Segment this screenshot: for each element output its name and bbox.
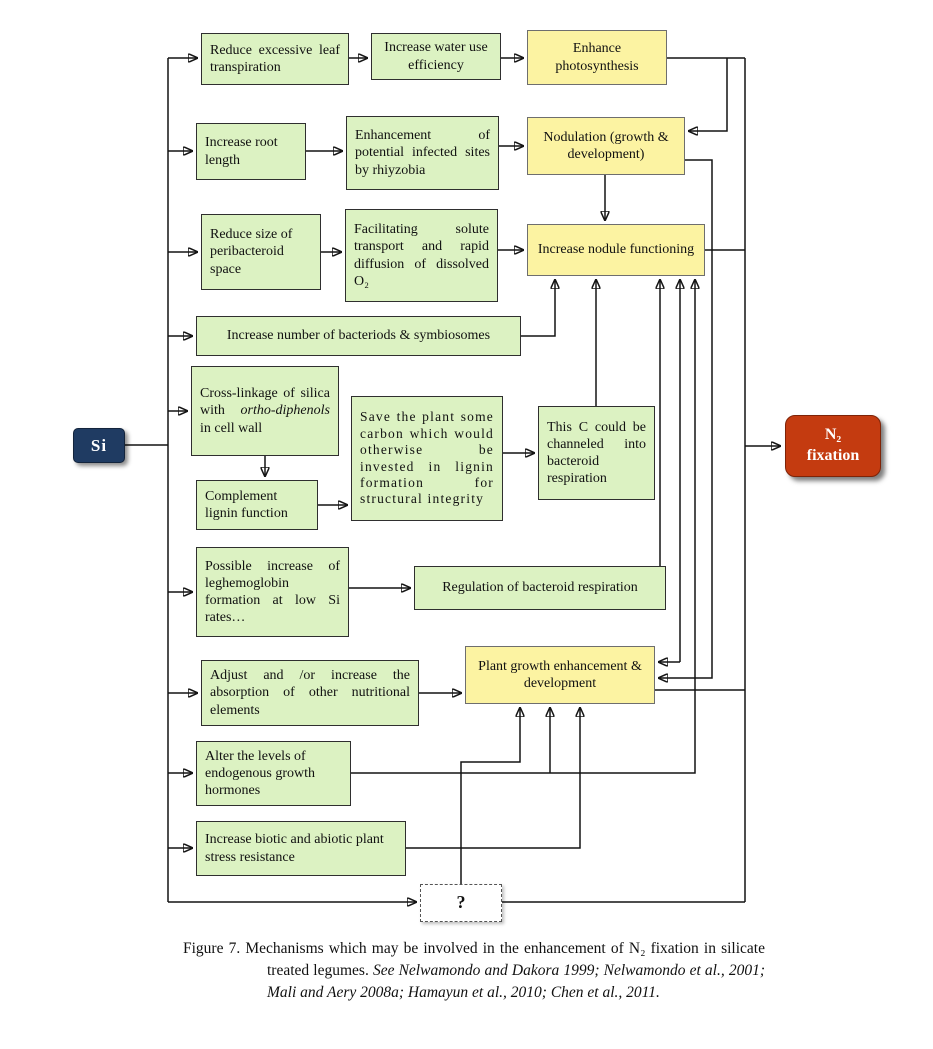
box-text: Increase number of bacteriods & symbiosomes bbox=[226, 328, 491, 344]
box-text: Facilitating solute transport and rapid diffusion of dissolved O₂ bbox=[354, 222, 489, 289]
box-text: Regulation of bacteroid respiration bbox=[442, 580, 638, 596]
n2-label-line2: fixation bbox=[806, 447, 860, 464]
box-text: Cross-linkage of silica with ortho-diphenols in cell wall bbox=[200, 386, 330, 436]
box-nodulation bbox=[527, 117, 685, 175]
box-text: Possible increase of leghemoglobin formation at low Si rates… bbox=[205, 558, 340, 626]
box-text: Alter the levels of endogenous growth hormones bbox=[205, 748, 316, 799]
box-unknown-mechanism bbox=[420, 884, 502, 922]
box-text: Plant growth enhancement & development bbox=[478, 658, 642, 691]
box-text: Enhancement of potential infected sites by rhiyzobia bbox=[355, 128, 490, 178]
box-text: This C could be channeled into bacteroid respiration bbox=[547, 419, 646, 487]
box-carbon-channeled bbox=[538, 406, 655, 500]
box-growth-hormones bbox=[196, 741, 351, 806]
box-infected-sites-rhizobia bbox=[346, 116, 499, 190]
box-text: ? bbox=[456, 892, 466, 913]
box-increase-root-length bbox=[196, 123, 306, 180]
box-water-use-efficiency bbox=[371, 33, 501, 80]
box-text: Complement lignin function bbox=[205, 488, 288, 521]
si-label: Si bbox=[90, 435, 108, 455]
n2-fixation-node bbox=[785, 415, 881, 477]
box-text: Reduce size of peribacteroid space bbox=[210, 227, 293, 277]
box-text: Adjust and /or increase the absorption of other nutritional elements bbox=[210, 668, 410, 718]
n2-label-line1: N₂ bbox=[824, 426, 842, 444]
box-save-carbon bbox=[351, 396, 503, 521]
si-node bbox=[73, 428, 125, 463]
box-leghemoglobin bbox=[196, 547, 349, 637]
box-stress-resistance bbox=[196, 821, 406, 876]
box-text: Nodulation (growth & development) bbox=[543, 129, 669, 162]
box-enhance-photosynthesis bbox=[527, 30, 667, 85]
box-regulation-bacteroid-respiration bbox=[414, 566, 666, 610]
box-solute-transport bbox=[345, 209, 498, 302]
figure-caption bbox=[183, 938, 765, 1004]
box-cross-linkage-silica bbox=[191, 366, 339, 456]
box-text: Reduce excessive leaf transpiration bbox=[210, 42, 340, 75]
box-plant-growth-enhancement bbox=[465, 646, 655, 704]
box-text: Increase water use efficiency bbox=[384, 40, 488, 73]
box-bacteriods-symbiosomes bbox=[196, 316, 521, 356]
caption-citation: See Nelwamondo and Dakora 1999; Nelwamondo et al., 2001; Mali and Aery 2008a; Hamayun et al., 2010; Chen et al., 2011. bbox=[267, 962, 765, 1001]
box-text: Enhance photosynthesis bbox=[555, 41, 639, 74]
box-complement-lignin bbox=[196, 480, 318, 530]
box-nodule-functioning bbox=[527, 224, 705, 276]
box-text: Increase biotic and abiotic plant stress resistance bbox=[205, 832, 384, 865]
box-text: Save the plant some carbon which would otherwise be invested in lignin formation for structural integrity bbox=[360, 409, 494, 507]
box-peribacteroid-space bbox=[201, 214, 321, 290]
box-text: Increase nodule functioning bbox=[537, 242, 695, 258]
caption-text: Figure 7. Mechanisms which may be involved in the enhancement of N₂ fixation in silicate treated legumes. bbox=[183, 940, 765, 979]
box-nutritional-elements bbox=[201, 660, 419, 726]
box-reduce-leaf-transpiration bbox=[201, 33, 349, 85]
box-text: Increase root length bbox=[205, 135, 278, 168]
